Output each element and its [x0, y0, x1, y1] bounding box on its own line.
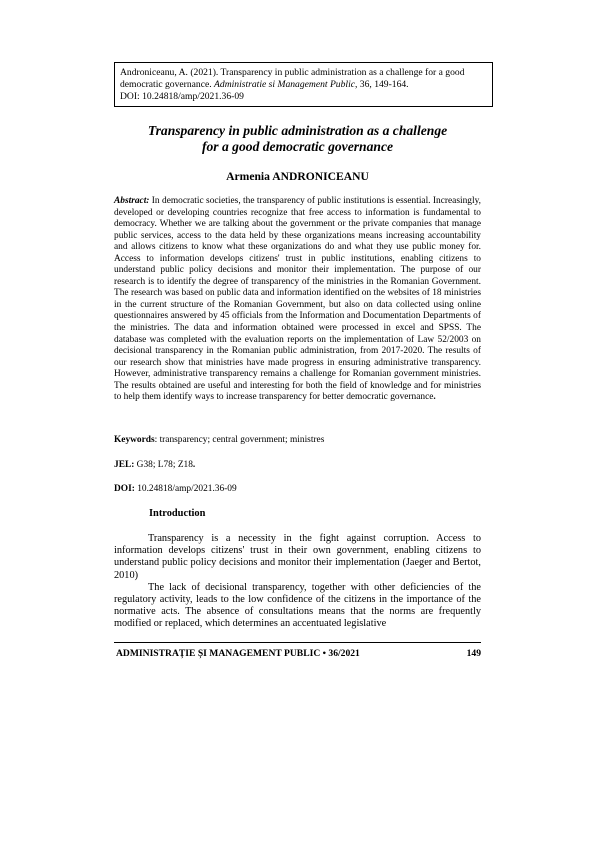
citation-journal: Administratie si Management Public	[214, 78, 355, 90]
page-number: 149	[466, 648, 481, 659]
jel-codes	[114, 460, 481, 472]
citation-doi: DOI: 10.24818/amp/2021.36-09	[120, 90, 244, 102]
keywords	[114, 435, 481, 447]
doi	[114, 484, 481, 496]
body-paragraph-2: The lack of decisional transparency, together with other deficiencies of the regulatory activity, leads to the low confidence of the citizens in the importance of the normative acts. The absence of consultations means that the norms are frequently modified or replaced, which determines an accentuated legislative	[114, 581, 481, 630]
citation-text: Androniceanu, A. (2021). Transparency in public administration as a challenge for a good democratic governance.	[120, 67, 465, 90]
introduction-body	[114, 533, 481, 631]
footer-rule	[114, 642, 481, 643]
footer-journal: ADMINISTRAȚIE ȘI MANAGEMENT PUBLIC • 36/2021	[116, 648, 360, 659]
paper-title	[110, 123, 485, 155]
doi-text: 10.24818/amp/2021.36-09	[134, 484, 237, 494]
citation-box	[114, 62, 493, 107]
jel-end: .	[192, 460, 196, 470]
keywords-label: Keywords	[114, 435, 155, 445]
abstract-text: In democratic societies, the transparency of public institutions is essential. Increasingly, developed or developing countries recognize that free access to information is fundamental to democracy. Whether we are talking about the government or the private companies that manage public services, access to the data held by these organizations means increasing accountability and allows citizens to know what these organizations do and what they use public money for. Access to information develops citizens' trust in public institutions, enabling citizens to understand public policy decisions and monitor their implementation. The purpose of our research is to identify the degree of transparency of the ministries in the Romanian Government. The research was based on public data and information identified on the websites of 18 ministries in the current structure of the Romanian Government, but also on data collected using online questionnaires answered by 45 officials from the Information and Documentation Departments of the ministries. The data and information obtained were processed in excel and SPSS. The database was completed with the evaluation reports on the implementation of Law 52/2003 on decisional transparency in the Romanian public administration, from 2017-2020. The results of our research show that ministries have made progress in ensuring administrative transparency. However, administrative transparency remains a challenge for Romanian government ministries. The results obtained are useful and interesting for both the field of knowledge and for ministries to help them identify ways to increase transparency for better democratic governance	[114, 196, 481, 403]
keywords-text: : transparency; central government; ministres	[154, 435, 325, 445]
jel-label: JEL:	[114, 460, 135, 470]
title-line-1: Transparency in public administration as a challenge	[147, 123, 448, 138]
jel-text: G38; L78; Z18	[134, 460, 193, 470]
title-line-2: for a good democratic governance	[201, 139, 394, 154]
introduction-heading: Introduction	[149, 508, 206, 519]
abstract-label: Abstract:	[114, 196, 150, 206]
body-paragraph-1: Transparency is a necessity in the fight against corruption. Access to information develops citizens' trust in their own government, enabling citizens to understand public policy decisions and monitor their implementation (Jaeger and Bertot, 2010)	[114, 533, 481, 581]
abstract-end: .	[433, 392, 436, 403]
doi-label: DOI:	[114, 484, 135, 494]
author-name: Armenia ANDRONICEANU	[226, 170, 369, 183]
abstract	[114, 196, 481, 404]
citation-volume: , 36, 149-164.	[355, 78, 409, 90]
